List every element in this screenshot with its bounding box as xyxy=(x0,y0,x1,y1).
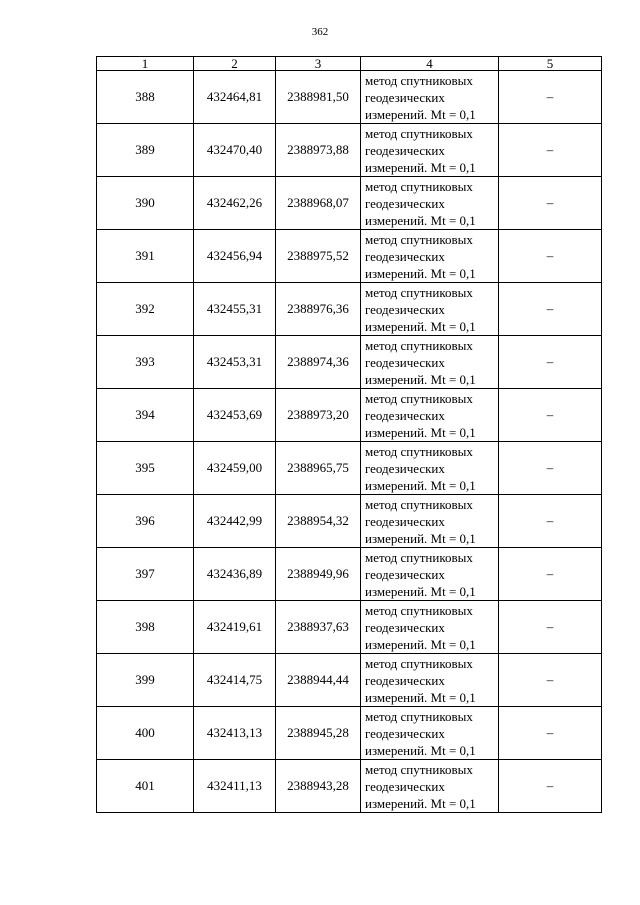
method-cell xyxy=(361,177,499,230)
method-line: метод спутниковых xyxy=(365,72,473,88)
method-line: метод спутниковых xyxy=(365,496,473,512)
table-row xyxy=(97,442,602,495)
point-number-cell: 397 xyxy=(97,548,194,601)
method-line: измерений. Mt = 0,1 xyxy=(365,689,476,705)
note-cell: – xyxy=(499,760,602,813)
table-row xyxy=(97,601,602,654)
method-line: измерений. Mt = 0,1 xyxy=(365,583,476,599)
point-number-cell: 395 xyxy=(97,442,194,495)
y-coordinate-cell: 2388965,75 xyxy=(276,442,361,495)
method-line: метод спутниковых xyxy=(365,125,473,141)
x-coordinate-cell: 432470,40 xyxy=(194,124,276,177)
method-line: измерений. Mt = 0,1 xyxy=(365,424,476,440)
x-coordinate-cell: 432442,99 xyxy=(194,495,276,548)
method-cell xyxy=(361,71,499,124)
note-cell: – xyxy=(499,548,602,601)
x-coordinate-cell: 432419,61 xyxy=(194,601,276,654)
note-cell: – xyxy=(499,71,602,124)
column-header: 2 xyxy=(194,57,276,71)
column-header: 1 xyxy=(97,57,194,71)
y-coordinate-cell: 2388954,32 xyxy=(276,495,361,548)
y-coordinate-cell: 2388976,36 xyxy=(276,283,361,336)
column-header: 3 xyxy=(276,57,361,71)
method-line: геодезических xyxy=(365,725,445,741)
y-coordinate-cell: 2388973,88 xyxy=(276,124,361,177)
method-cell xyxy=(361,601,499,654)
method-cell xyxy=(361,760,499,813)
column-header: 5 xyxy=(499,57,602,71)
method-line: метод спутниковых xyxy=(365,178,473,194)
point-number-cell: 389 xyxy=(97,124,194,177)
method-line: геодезических xyxy=(365,778,445,794)
x-coordinate-cell: 432453,69 xyxy=(194,389,276,442)
note-cell: – xyxy=(499,601,602,654)
method-line: геодезических xyxy=(365,248,445,264)
method-line: измерений. Mt = 0,1 xyxy=(365,318,476,334)
table-row xyxy=(97,389,602,442)
method-line: геодезических xyxy=(365,672,445,688)
method-cell xyxy=(361,654,499,707)
table-row xyxy=(97,760,602,813)
x-coordinate-cell: 432462,26 xyxy=(194,177,276,230)
method-line: геодезических xyxy=(365,142,445,158)
method-line: геодезических xyxy=(365,513,445,529)
table-row xyxy=(97,177,602,230)
method-line: метод спутниковых xyxy=(365,602,473,618)
method-cell xyxy=(361,389,499,442)
note-cell: – xyxy=(499,389,602,442)
point-number-cell: 401 xyxy=(97,760,194,813)
method-line: измерений. Mt = 0,1 xyxy=(365,477,476,493)
y-coordinate-cell: 2388937,63 xyxy=(276,601,361,654)
method-line: метод спутниковых xyxy=(365,390,473,406)
y-coordinate-cell: 2388981,50 xyxy=(276,71,361,124)
method-cell xyxy=(361,548,499,601)
method-line: измерений. Mt = 0,1 xyxy=(365,159,476,175)
point-number-cell: 390 xyxy=(97,177,194,230)
x-coordinate-cell: 432411,13 xyxy=(194,760,276,813)
point-number-cell: 400 xyxy=(97,707,194,760)
y-coordinate-cell: 2388975,52 xyxy=(276,230,361,283)
table-row xyxy=(97,71,602,124)
method-line: геодезических xyxy=(365,89,445,105)
method-line: метод спутниковых xyxy=(365,549,473,565)
note-cell: – xyxy=(499,495,602,548)
point-number-cell: 394 xyxy=(97,389,194,442)
method-line: измерений. Mt = 0,1 xyxy=(365,212,476,228)
table-row xyxy=(97,124,602,177)
note-cell: – xyxy=(499,124,602,177)
point-number-cell: 388 xyxy=(97,71,194,124)
table-row xyxy=(97,707,602,760)
x-coordinate-cell: 432459,00 xyxy=(194,442,276,495)
note-cell: – xyxy=(499,442,602,495)
method-cell xyxy=(361,442,499,495)
table-row xyxy=(97,230,602,283)
table-row xyxy=(97,548,602,601)
table-row xyxy=(97,654,602,707)
method-line: измерений. Mt = 0,1 xyxy=(365,742,476,758)
table-row xyxy=(97,283,602,336)
point-number-cell: 398 xyxy=(97,601,194,654)
method-cell xyxy=(361,230,499,283)
method-line: геодезических xyxy=(365,619,445,635)
x-coordinate-cell: 432413,13 xyxy=(194,707,276,760)
point-number-cell: 393 xyxy=(97,336,194,389)
point-number-cell: 396 xyxy=(97,495,194,548)
x-coordinate-cell: 432436,89 xyxy=(194,548,276,601)
method-line: метод спутниковых xyxy=(365,655,473,671)
method-line: измерений. Mt = 0,1 xyxy=(365,265,476,281)
note-cell: – xyxy=(499,177,602,230)
method-line: измерений. Mt = 0,1 xyxy=(365,371,476,387)
coordinates-table xyxy=(96,56,602,813)
method-cell xyxy=(361,283,499,336)
method-line: геодезических xyxy=(365,301,445,317)
method-line: геодезических xyxy=(365,195,445,211)
y-coordinate-cell: 2388968,07 xyxy=(276,177,361,230)
note-cell: – xyxy=(499,707,602,760)
method-cell xyxy=(361,495,499,548)
y-coordinate-cell: 2388944,44 xyxy=(276,654,361,707)
method-line: геодезических xyxy=(365,566,445,582)
point-number-cell: 399 xyxy=(97,654,194,707)
note-cell: – xyxy=(499,336,602,389)
method-line: метод спутниковых xyxy=(365,231,473,247)
method-line: геодезических xyxy=(365,354,445,370)
point-number-cell: 391 xyxy=(97,230,194,283)
y-coordinate-cell: 2388943,28 xyxy=(276,760,361,813)
table-header-row xyxy=(97,57,602,71)
table-row xyxy=(97,495,602,548)
method-line: геодезических xyxy=(365,460,445,476)
method-line: измерений. Mt = 0,1 xyxy=(365,636,476,652)
x-coordinate-cell: 432455,31 xyxy=(194,283,276,336)
method-line: метод спутниковых xyxy=(365,337,473,353)
point-number-cell: 392 xyxy=(97,283,194,336)
column-header: 4 xyxy=(361,57,499,71)
method-line: метод спутниковых xyxy=(365,761,473,777)
method-line: метод спутниковых xyxy=(365,708,473,724)
method-line: метод спутниковых xyxy=(365,443,473,459)
method-line: геодезических xyxy=(365,407,445,423)
x-coordinate-cell: 432453,31 xyxy=(194,336,276,389)
x-coordinate-cell: 432414,75 xyxy=(194,654,276,707)
method-cell xyxy=(361,124,499,177)
y-coordinate-cell: 2388973,20 xyxy=(276,389,361,442)
y-coordinate-cell: 2388945,28 xyxy=(276,707,361,760)
x-coordinate-cell: 432456,94 xyxy=(194,230,276,283)
method-line: метод спутниковых xyxy=(365,284,473,300)
table-body xyxy=(97,71,602,813)
y-coordinate-cell: 2388949,96 xyxy=(276,548,361,601)
method-line: измерений. Mt = 0,1 xyxy=(365,106,476,122)
method-line: измерений. Mt = 0,1 xyxy=(365,530,476,546)
note-cell: – xyxy=(499,283,602,336)
note-cell: – xyxy=(499,230,602,283)
method-line: измерений. Mt = 0,1 xyxy=(365,795,476,811)
table-row xyxy=(97,336,602,389)
method-cell xyxy=(361,707,499,760)
y-coordinate-cell: 2388974,36 xyxy=(276,336,361,389)
x-coordinate-cell: 432464,81 xyxy=(194,71,276,124)
page-number: 362 xyxy=(311,26,329,38)
note-cell: – xyxy=(499,654,602,707)
method-cell xyxy=(361,336,499,389)
